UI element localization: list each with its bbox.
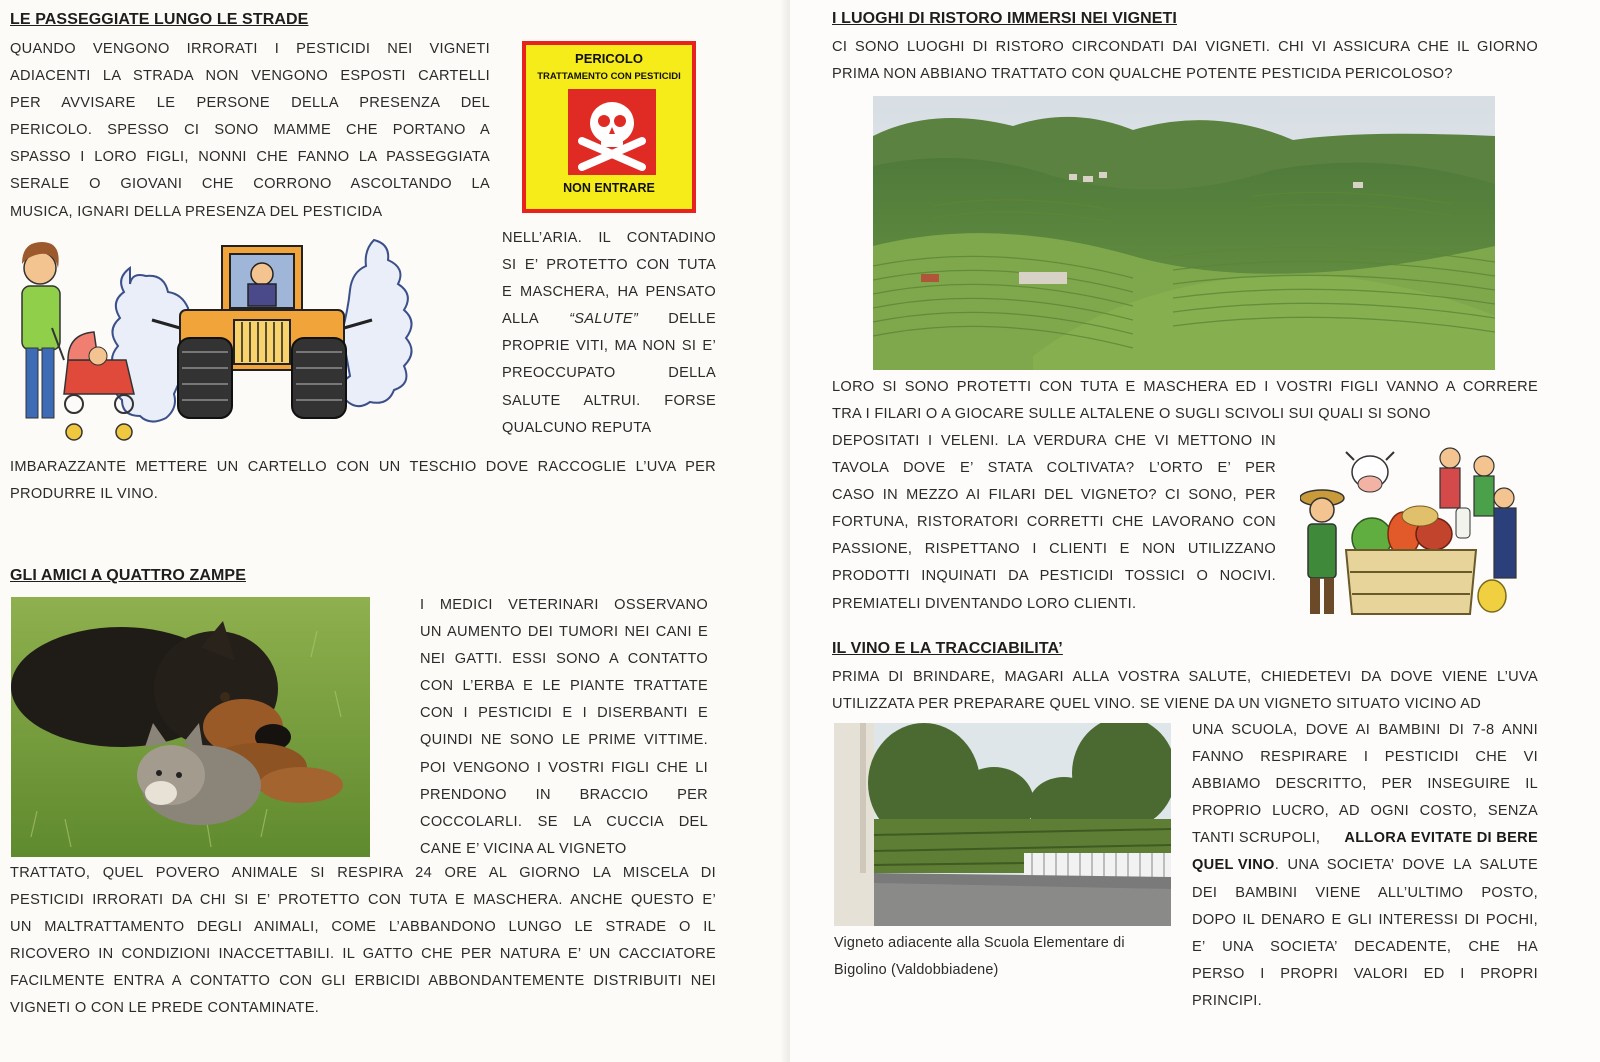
text-fragment: ALLA — [502, 311, 539, 328]
text-line: FANNO RESPIRARE I PESTICIDI CHE VI — [1192, 749, 1538, 766]
text-line: PROPRIO LUCRO, AD OGNI COSTO, SENZA — [1192, 803, 1538, 820]
text-line: E’ UNA SOCIETA’ DECADENTE, CHE HA — [1192, 938, 1538, 955]
text-line: DEPOSITATI I VELENI. LA VERDURA CHE VI METTONO IN — [832, 433, 1276, 449]
text-line: E MASCHERA, HA PENSATO — [502, 284, 716, 301]
caption-line: Vigneto adiacente alla Scuola Elementare di — [834, 935, 1125, 951]
text-fragment: TANTI SCRUPOLI, — [1192, 830, 1321, 847]
vineyard-hills-photo — [873, 96, 1495, 370]
amici-tail — [10, 860, 716, 1023]
heading-luoghi-ristoro: I LUOGHI DI RISTORO IMMERSI NEI VIGNETI — [832, 10, 1177, 27]
text-line: I MEDICI VETERINARI OSSERVANO — [420, 597, 708, 613]
text-line: POI VENGONO I VOSTRI FIGLI CHE LI — [420, 759, 708, 776]
danger-sign-footer: NON ENTRARE — [563, 181, 655, 195]
text-line: PRENDONO IN BRACCIO PER — [420, 786, 708, 803]
text-line: PER AVVISARE LE PERSONE DELLA PRESENZA DEL — [10, 95, 490, 112]
danger-sign-panel — [526, 45, 692, 209]
text-line: QUINDI NE SONO LE PRIME VITTIME. — [420, 732, 708, 749]
text-line: PREMIATELI DIVENTANDO LORO CLIENTI. — [832, 595, 1137, 612]
text-line: NELL’ARIA. IL CONTADINO — [502, 230, 716, 246]
text-line: CANE E’ VICINA AL VIGNETO — [420, 840, 627, 857]
caption-line: Bigolino (Valdobbiadene) — [834, 962, 999, 978]
emphasis-salute: “SALUTE” — [569, 311, 639, 328]
text-line: CON L’ERBA E LE PIANTE TRATTATE — [420, 678, 708, 695]
heading-amici: GLI AMICI A QUATTRO ZAMPE — [10, 567, 246, 584]
text-line: PROPRIE VITI, MA NON SI E’ — [502, 338, 716, 355]
text-line: FACILMENTE ENTRA A CONTATTO CON GLI ERBICIDI ABBONDANTEMENTE DISTRIBUITI NEI — [10, 973, 716, 990]
text-line: TAVOLA DOVE E’ STATA COLTIVATA? L’ORTO E’ PER — [832, 460, 1276, 477]
text-fragment: DELLE — [668, 311, 716, 328]
text-line: TRA I FILARI O A GIOCARE SULLE ALTALENE O SUGLI SCIVOLI SUI QUALI SI SONO — [832, 406, 1431, 423]
text-line: PRINCIPI. — [1192, 992, 1263, 1009]
text-line: QUANDO VENGONO IRRORATI I PESTICIDI NEI VIGNETI — [10, 41, 490, 57]
text-line: VIGNETI O CON LE PREDE CONTAMINATE. — [10, 1000, 320, 1017]
danger-sign — [522, 41, 696, 213]
text-line: UTILIZZATA PER PREPARARE QUEL VINO. SE VIENE DA UN VIGNETO SITUATO VICINO AD — [832, 696, 1482, 713]
danger-sign-subtitle: TRATTAMENTO CON PESTICIDI — [537, 71, 681, 82]
text-line: FORTUNA, RISTORATORI CORRETTI CHE LAVORANO CON — [832, 514, 1276, 531]
right-page — [790, 0, 1600, 1062]
passeggiate-intro — [10, 36, 490, 226]
text-line: CI SONO LUOGHI DI RISTORO CIRCONDATI DAI VIGNETI. CHI VI ASSICURA CHE IL GIORNO — [832, 39, 1538, 55]
text-line: NEI GATTI. ESSI SONO A CONTATTO — [420, 651, 708, 668]
text-line: COCCOLARLI. SE LA CUCCIA DEL — [420, 813, 708, 830]
bold-warning: QUEL VINO — [1192, 857, 1275, 874]
text-line: PRIMA NON ABBIANO TRATTATO CON QUALCHE POTENTE PESTICIDA PERICOLOSO? — [832, 66, 1453, 83]
text-fragment: . UNA SOCIETA’ DOVE LA SALUTE — [1274, 857, 1538, 874]
ristoro-body — [832, 374, 1538, 428]
bold-warning: ALLORA EVITATE DI BERE — [1344, 830, 1538, 847]
text-line: ABBIAMO DESCRITTO, PER INSEGUIRE IL — [1192, 776, 1538, 793]
produce-crate-illustration — [1300, 438, 1520, 630]
danger-sign-title: PERICOLO — [575, 51, 643, 66]
text-line: SI E’ PROTETTO CON TUTA — [502, 257, 716, 274]
vino-side-text — [1192, 717, 1538, 1015]
text-line: SALUTE ALTRUI. FORSE — [502, 392, 716, 409]
ristoro-side-text — [832, 428, 1276, 618]
text-line: PASSIONE, RISPETTANO I CLIENTI E NON UTILIZZANO — [832, 541, 1276, 558]
text-line: MUSICA, IGNARI DELLA PRESENZA DEL PESTICIDA — [10, 203, 383, 220]
text-line: CASO IN MEZZO AI FILARI DEL VIGNETO? CI SONO, PER — [832, 487, 1276, 504]
text-line: PESTICIDI IRRORATI DA CHI SI E’ PROTETTO CON TUTA E MASCHERA. ANCHE QUESTO E’ — [10, 892, 716, 909]
text-line: PERICOLO. SPESSO CI SONO MAMME CHE PORTANO A — [10, 122, 490, 139]
school-vineyard-photo — [834, 723, 1171, 926]
left-page — [0, 0, 790, 1062]
text-line: QUALCUNO REPUTA — [502, 419, 652, 436]
text-line: DEI BAMBINI VIENE ALL’ULTIMO POSTO, — [1192, 884, 1538, 901]
text-line: UN MALTRATTAMENTO DEGLI ANIMALI, COME L’ABBANDONO LUNGO LE STRADE O IL — [10, 919, 716, 936]
text-line — [1192, 825, 1538, 852]
text-line: RICOVERO IN CONDIZIONI INACCETTABILI. IL GATTO CHE PER NATURA E’ UN CACCIATORE — [10, 946, 716, 963]
skull-crossbones-icon — [568, 89, 656, 175]
ristoro-intro — [832, 34, 1538, 88]
text-line: SERALE O GIOVANI CHE CORRONO ASCOLTANDO LA — [10, 176, 490, 193]
text-line — [502, 306, 716, 333]
text-line: ADIACENTI LA STRADA NON VENGONO ESPOSTI CARTELLI — [10, 68, 490, 85]
passeggiate-side-text — [502, 225, 716, 442]
school-photo-caption — [834, 930, 1174, 984]
text-line: IMBARAZZANTE METTERE UN CARTELLO CON UN TESCHIO DOVE RACCOGLIE L’UVA PER — [10, 459, 716, 475]
text-line: PREOCCUPATO DELLA — [502, 365, 716, 382]
text-line: PRODURRE IL VINO. — [10, 486, 159, 503]
text-line: UN AUMENTO DEI TUMORI NEI CANI E — [420, 624, 708, 641]
dog-cat-photo — [11, 597, 370, 857]
text-line: LORO SI SONO PROTETTI CON TUTA E MASCHERA ED I VOSTRI FIGLI VANNO A CORRERE — [832, 379, 1538, 395]
text-line: TRATTATO, QUEL POVERO ANIMALE SI RESPIRA 24 ORE AL GIORNO LA MISCELA DI — [10, 865, 716, 881]
text-line: PERSO I PROPRI VALORI ED I PROPRI — [1192, 965, 1538, 982]
text-line — [1192, 852, 1538, 879]
text-line: PRODOTTI INQUINATI DA PESTICIDI TOSSICI O NOCIVI. — [832, 568, 1276, 585]
text-line: PRIMA DI BRINDARE, MAGARI ALLA VOSTRA SALUTE, CHIEDETEVI DA DOVE VIENE L’UVA — [832, 669, 1538, 685]
vino-intro — [832, 664, 1538, 718]
heading-passeggiate: LE PASSEGGIATE LUNGO LE STRADE — [10, 11, 309, 28]
amici-side-text — [420, 592, 708, 863]
text-line: UNA SCUOLA, DOVE AI BAMBINI DI 7-8 ANNI — [1192, 722, 1538, 738]
text-line: SPASSO I LORO FIGLI, NONNI CHE FANNO LA PASSEGGIATA — [10, 149, 490, 166]
text-line: CON I PESTICIDI E I DISERBANTI E — [420, 705, 708, 722]
passeggiate-tail — [10, 454, 716, 508]
tractor-spraying-illustration — [12, 228, 442, 448]
text-line: DOPO IL DENARO E GLI INTERESSI DI POCHI, — [1192, 911, 1538, 928]
heading-vino-tracciabilita: IL VINO E LA TRACCIABILITA’ — [832, 640, 1063, 657]
